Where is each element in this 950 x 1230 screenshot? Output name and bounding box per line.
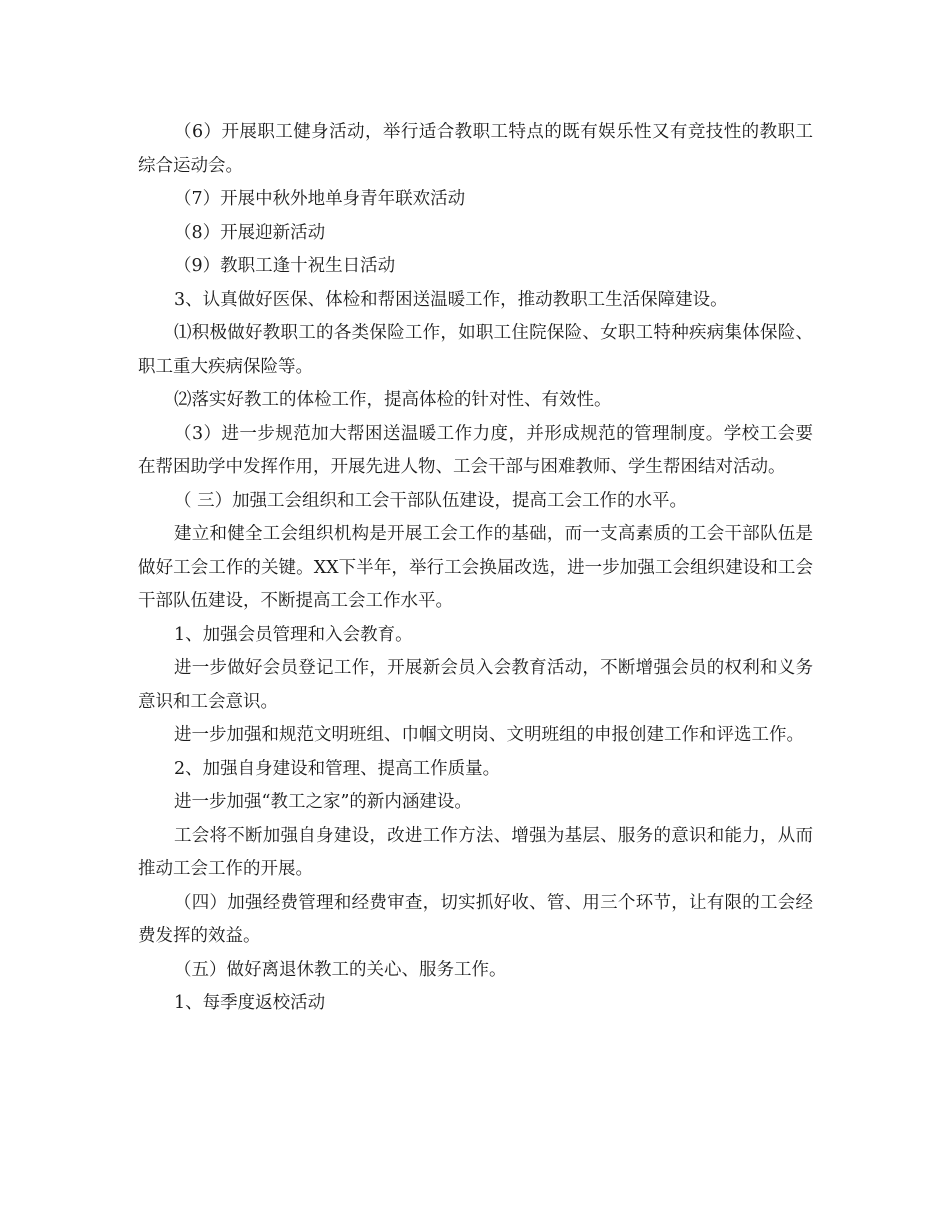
paragraph-insurance: ⑴积极做好教职工的各类保险工作，如职工住院保险、女职工特种疾病集体保险、职工重大疾病保险等。 <box>138 323 813 377</box>
paragraph-7-mid-autumn-event: （7）开展中秋外地单身青年联欢活动 <box>174 189 466 209</box>
paragraph-member-registration: 进一步做好会员登记工作，开展新会员入会教育活动，不断增强会员的权利和义务意识和工会意识。 <box>138 658 813 712</box>
paragraph-part-4-funds: （四）加强经费管理和经费审查，切实抓好收、管、用三个环节，让有限的工会经费发挥的效益。 <box>138 892 813 946</box>
paragraph-self-building-heading: 2、加强自身建设和管理、提高工作质量。 <box>174 758 501 779</box>
paragraph-part-3-heading: （ 三）加强工会组织和工会干部队伍建设，提高工会工作的水平。 <box>174 490 688 511</box>
paragraph-civilized-groups: 进一步加强和规范文明班组、巾帼文明岗、文明班组的申报创建工作和评选工作。 <box>174 725 804 745</box>
paragraph-section-3-heading: 3、认真做好医保、体检和帮困送温暖工作，推动教职工生活保障建设。 <box>174 289 728 310</box>
paragraph-staff-home: 进一步加强“教工之家”的新内涵建设。 <box>174 792 472 812</box>
paragraph-union-organization: 建立和健全工会组织机构是开展工会工作的基础，而一支高素质的工会干部队伍是做好工会工作的关键。XX下半年，举行工会换届改选，进一步加强工会组织建设和工会干部队伍建设，不断提高工会工作水平。 <box>138 524 813 611</box>
paragraph-health-check: ⑵落实好教工的体检工作，提高体检的针对性、有效性。 <box>174 390 612 410</box>
paragraph-part-5-retirees: （五）做好离退休教工的关心、服务工作。 <box>174 959 507 980</box>
document-body <box>138 116 813 1021</box>
paragraph-member-management-heading: 1、加强会员管理和入会教育。 <box>174 624 413 645</box>
paragraph-9-birthday-event: （9）教职工逢十祝生日活动 <box>174 256 396 276</box>
paragraph-work-methods: 工会将不断加强自身建设，改进工作方法、增强为基层、服务的意识和能力，从而推动工会工作的开展。 <box>138 825 813 879</box>
paragraph-8-welcome-event: （8）开展迎新活动 <box>174 222 326 243</box>
paragraph-6-fitness-activities: （6）开展职工健身活动，举行适合教职工特点的既有娱乐性又有竞技性的教职工综合运动会。 <box>138 122 813 176</box>
paragraph-poverty-relief: （3）进一步规范加大帮困送温暖工作力度，并形成规范的管理制度。学校工会要在帮困助学中发挥作用，开展先进人物、工会干部与困难教师、学生帮困结对活动。 <box>138 423 813 477</box>
paragraph-quarterly-return: 1、每季度返校活动 <box>174 993 326 1013</box>
